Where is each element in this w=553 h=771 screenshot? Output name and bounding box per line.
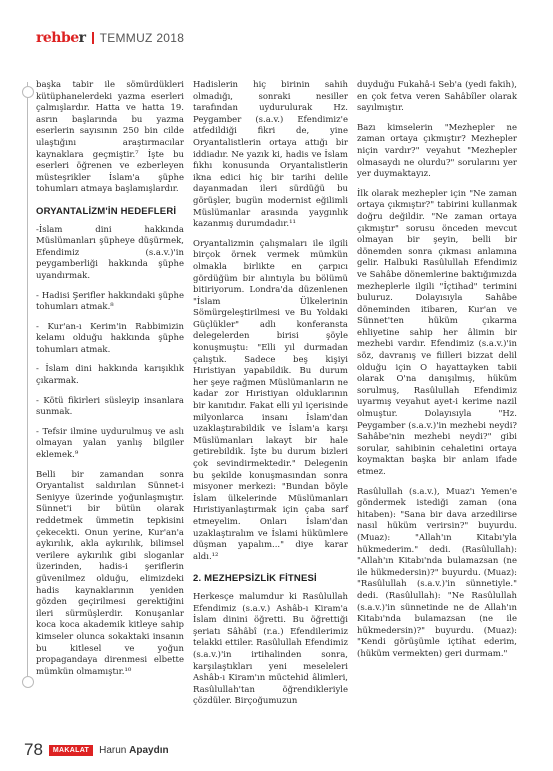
page-header	[36, 29, 184, 47]
text-column-1	[36, 80, 184, 686]
paragraph: - Hadisi Şerifler hakkındaki şüphe tohumları atmak.⁸	[36, 290, 184, 313]
author-name: Harun Apaydın	[99, 744, 169, 756]
section-heading: 2. MEZHEPSİZLİK FİTNESİ	[193, 573, 317, 585]
magazine-logo: rehber	[36, 30, 86, 46]
margin-rule	[27, 82, 28, 682]
page-number: 78	[24, 740, 43, 759]
paragraph: Bazı kimselerin "Mezhepler ne zaman ortaya çıkmıştır? Mezhepler niçin vardır?" veyahut "Mezhepler olmasaydı ne olurdu?" sorularını yer yer duymaktayız.	[357, 122, 517, 180]
margin-ornament-circle	[22, 676, 34, 688]
section-heading: ORYANTALİZM'İN HEDEFLERİ	[36, 205, 177, 217]
paragraph: Rasûlullah (s.a.v.), Muaz'ı Yemen'e göndermek istediği zaman (ona hitaben): "Sana bir dava arzedilirse nasıl hüküm verirsin?" buyurdu. (Muaz): "Allah'ın Kitabı'yla hükmederim." dedi. (Rasûlullah): "Allah'ın Kitabı'nda bulamazsan (ne ile hükmedersin)?" buyurdu. (Muaz): "Rasûlullah (s.a.v.)'in sünnetiyle." dedi. (Rasûlullah): "Ne Rasûlullah (s.a.v.)'in sünnetinde ne de Allah'ın Kitabı'nda bulamazsan (ne ile hükmedersin)?" buyurdu. (Muaz): "Kendi görüşümle içtihat ederim, (hüküm vermekten) geri durmam."	[357, 486, 517, 659]
paragraph: Oryantalizmin çalışmaları ile ilgili birçok örnek vermek mümkün olmakla birlikte en çarpıcı gördüğüm bir alıntıyla bu bölümü bitiriyorum. Londra'da düzenlenen "İslam Ülkelerinin Sömürgeleştirilmesi ve Bu Yoldaki Güçlükler" adlı konferansta delegelerden birisi şöyle konuşmuştu: "Elli yıl durmadan çalıştık. Sadece beş kişiyi Hıristiyan yapabildik. Bu durum her şeye rağmen Müslümanların ne kadar zor Hıristiyan olduklarının bir kanıtıdır. Fakat elli yıl içerisinde milyonlarca insanı İslam'dan uzaklaştırabildik ve İslam'a karşı Müslümanları lakayt bir hale getirebildik. İşte bu durum bizleri çok sevindirmektedir." Delegenin bu şekilde konuşmasından sonra misyoner merkezi: "Bundan böyle İslam ülkelerinde Müslümanları Hıristiyanlaştırmak için çaba sarf etmeyelim. Onları İslam'dan uzaklaştıralım ve İslami hükümlere düşman yapalım..." diye karar aldı.¹²	[193, 238, 348, 562]
paragraph: Belli bir zamandan sonra Oryantalist saldırılan Sünnet-i Seniyye üzerinde yoğunlaşmıştır. Sünnet'i bir bütün olarak reddetmek ümmetin tepkisini çekecekti. Onun yerine, Kur'an'a aykırılık, akla aykırılık, bilimsel verilere aykırılık gibi sloganlar üzerinden, hadis-i şeriflerin güvenilmez olduğu, elimizdeki hadis kaynaklarının yeniden gözden geçirilmesi gerektiğini ileri sürmüşlerdir. Konuşanlar koca koca akademik kitleye sahip kimseler olunca sokaktaki insanın bu kitlesel ve yoğun propagandaya direnmesi elbette mümkün olmamıştır.¹⁰	[36, 469, 184, 677]
page-footer	[24, 740, 169, 760]
margin-ornament-circle	[22, 86, 34, 98]
section-badge: MAKALAT	[49, 745, 93, 756]
paragraph: İlk olarak mezhepler için "Ne zaman ortaya çıkmıştır?" tabirini kullanmak doğru değildir. "Ne zaman ortaya çıkmıştır" sorusu önceden mevcut olmayan bir şeyin, belli bir dönemden sonra çıkması anlamına gelir. Halbuki Rasûlullah Efendimiz ve Sahâbe dönemlerine baktığımızda mezheplerle ilgili "İçtihad" terimini buluruz. Dolayısıyla Sahâbe döneminden itibaren, Kur'an ve Sünnet'ten hüküm çıkarma ehliyetine sahip her âlimin bir mezhebi vardır. Efendimiz (s.a.v.)'in söz, davranış ve fiilleri bizzat delil olduğu için O hayattayken tabii olarak O'na danışılmış, hüküm sorulmuş, Rasûlullah Efendimiz uyarmış veyahut ayet-i kerime nazil olmuştur. Dolayısıyla "Hz. Peygamber (s.a.v.)'in mezhebi neydi? Sahâbe'nin mezhebi neydi?" gibi sorular, sahibinin cehaletini ortaya koymaktan başka bir anlam ifade etmez.	[357, 188, 517, 477]
text-column-3	[357, 80, 517, 669]
header-separator	[92, 32, 94, 44]
paragraph: duyduğu Fukahâ-i Seb'a (yedi fakih), en çok fetva veren Sahâbîler olarak sayılmıştır.	[357, 80, 517, 114]
paragraph: -İslam dini hakkında Müslümanları şüpheye düşürmek, Efendimiz (s.a.v.)'in peygamberliği hakkında şüphe uyandırmak.	[36, 224, 184, 281]
text-column-2	[193, 80, 348, 716]
paragraph: - Kötü fikirleri süsleyip insanlara sunmak.	[36, 395, 184, 418]
paragraph: - Kur'an-ı Kerim'in Rabbimizin kelamı olduğu hakkında şüphe tohumları atmak.	[36, 321, 184, 355]
paragraph: Hadislerin hiç birinin sahih olmadığı, sonraki nesiller tarafından uydurulurak Hz. Peygamber (s.a.v.) Efendimiz'e atfedildiği fikri de, yine Oryantalistlerin ortaya attığı bir iddiadır. Ne yazık ki, hadis ve İslam fıkhı konusunda Oryantalistlerin ikna edici hiç bir tarihi delile dayanmadan ileri sürdüğü bu görüşler, bugün modernist eğilimli Müslümanlar arasında yaygınlık kazanmış durumdadır.¹¹	[193, 80, 348, 230]
issue-date: TEMMUZ 2018	[99, 31, 185, 45]
paragraph: - Tefsir ilmine uydurulmuş ve aslı olmayan yalan yanlış bilgiler eklemek.⁹	[36, 426, 184, 461]
paragraph: Herkesçe malumdur ki Rasûlullah Efendimiz (s.a.v.) Ashâb-ı Kiram'a İslam dinini öğretti. Bu öğrettiği şeriatı Sâhâbî (r.a.) Efendilerimiz telakki ettiler. Rasûlullah Efendimiz (s.a.v.)'in irtihalinden sonra, karşılaştıkları yeni meseleleri Ashâb-ı Kiram'ın müctehid âlimleri, Rasûlullah'tan öğrendikleriyle çözdüler. Birçoğumuzun	[193, 591, 348, 707]
paragraph: - İslam dini hakkında karışıklık çıkarmak.	[36, 364, 184, 387]
paragraph: başka tabir ile sömürdükleri kütüphanelerdeki yazma eserleri çalmışlardır. Hatta ve hatta 19. asrın başlarında bu yazma eserlerin sayısının 250 bin cilde ulaştığını araştırmacılar kaynaklara geçmiştir.⁷ İşte bu eserleri öğrenen ve ezberleyen müsteşrikler İslam'a şüphe tohumları atmaya başlamışlardır.	[36, 80, 184, 195]
